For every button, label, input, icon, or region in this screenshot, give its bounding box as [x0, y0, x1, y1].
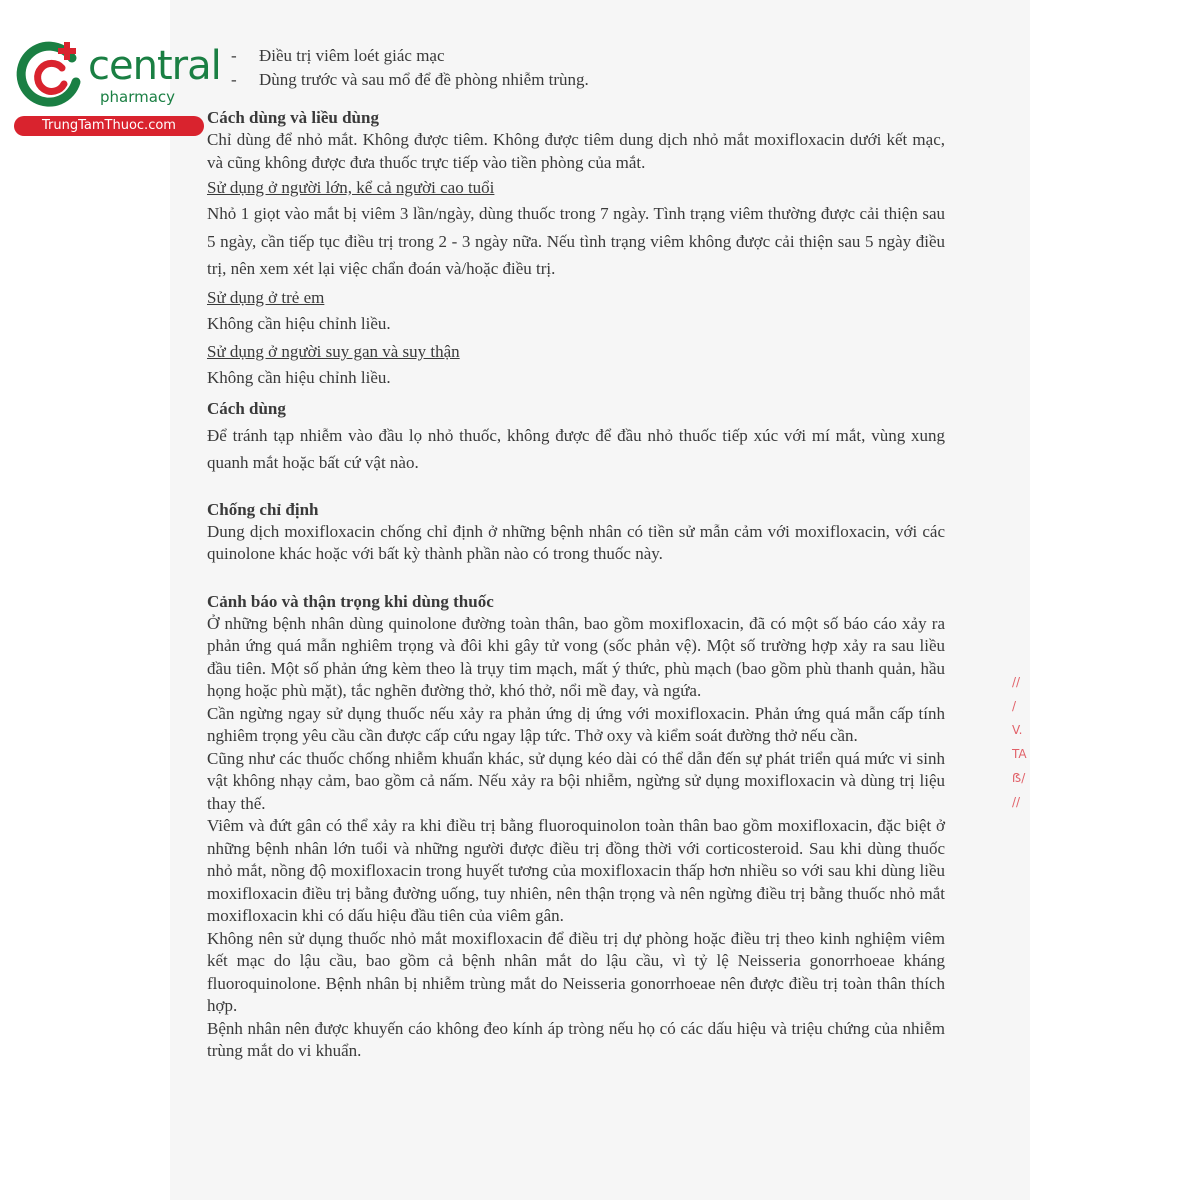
warning-paragraph: Ở những bệnh nhân dùng quinolone đường toàn thân, bao gồm moxifloxacin, đã có một số báo cáo xảy ra phản ứng quá mẫn nghiêm trọng và đôi khi gây tử vong (sốc phản vệ). Một số trường hợp xảy ra sau liều đầu tiên. Một số phản ứng kèm theo là trụy tim mạch, mất ý thức, phù mạch (bao gồm phù thanh quản, hầu họng hoặc phù mặt), tắc nghẽn đường thở, khó thở, nổi mề đay, và ngứa. — [207, 613, 945, 700]
logo-sub-text: pharmacy — [100, 88, 176, 106]
warning-paragraph: Bệnh nhân nên được khuyến cáo không đeo kính áp tròng nếu họ có các dấu hiệu và triệu chứng của nhiễm trùng mắt do vi khuẩn. — [207, 1018, 945, 1060]
children-text: Không cần hiệu chỉnh liều. — [207, 313, 391, 333]
dosage-intro: Chỉ dùng để nhỏ mắt. Không được tiêm. Không được tiêm dung dịch nhỏ mắt moxifloxacin dưới kết mạc, và cũng không được đưa thuốc trực tiếp vào tiền phòng của mắt. — [207, 130, 945, 172]
adults-subheading: Sử dụng ở người lớn, kể cả người cao tuổi — [207, 178, 495, 197]
warning-paragraph: Viêm và đứt gân có thể xảy ra khi điều trị bằng fluoroquinolon toàn thân bao gồm moxifloxacin, đặc biệt ở những bệnh nhân lớn tuổi và những người được điều trị đồng thời với corticosteroid. Sau khi dùng thuốc nhỏ mắt, nồng độ moxifloxacin trong huyết tương của moxifloxacin thấp hơn nhiều so với sau khi dùng liều moxifloxacin điều trị bằng đường uống, tuy nhiên, nên thận trọng và nên ngừng điều trị bằng thuốc nhỏ mắt moxifloxacin khi có dấu hiệu đầu tiên của viêm gân. — [207, 816, 945, 925]
stamp-mark: // — [1012, 795, 1021, 809]
stamp-mark: V. — [1012, 723, 1023, 737]
usage-text: Để tránh tạp nhiễm vào đầu lọ nhỏ thuốc, không được để đầu nhỏ thuốc tiếp xúc với mí mắt, vùng xung quanh mắt hoặc bất cứ vật nào. — [207, 425, 945, 472]
stamp-mark: TA — [1012, 747, 1027, 761]
adults-text: Nhỏ 1 giọt vào mắt bị viêm 3 lần/ngày, dùng thuốc trong 7 ngày. Tình trạng viêm thường được cải thiện sau 5 ngày, cần tiếp tục điều trị trong 2 - 3 ngày nữa. Nếu tình trạng viêm không được cải thiện sau 5 ngày điều trị, nên xem xét lại việc chẩn đoán và/hoặc điều trị. — [207, 204, 945, 278]
warning-paragraph: Không nên sử dụng thuốc nhỏ mắt moxifloxacin để điều trị dự phòng hoặc điều trị theo kinh nghiệm viêm kết mạc do lậu cầu, bao gồm cả bệnh nhân mắt do lậu cầu, vì tỷ lệ Neisseria gonorrhoeae kháng fluoroquinolone. Bệnh nhân bị nhiễm trùng mắt do Neisseria gonorrhoeae nên được điều trị toàn thân thích hợp. — [207, 928, 945, 1015]
bullet-item: - Điều trị viêm loét giác mạc — [231, 44, 945, 68]
warning-paragraph: Cũng như các thuốc chống nhiễm khuẩn khác, sử dụng kéo dài có thể dẫn đến sự phát triển quá mức vi sinh vật không nhạy cảm, bao gồm cả nấm. Nếu xảy ra bội nhiễm, ngừng sử dụng moxifloxacin và dùng trị liệu thay thế. — [207, 748, 945, 813]
dosage-heading: Cách dùng và liều dùng — [207, 108, 379, 127]
stamp-mark: / — [1012, 699, 1017, 713]
warnings-heading: Cảnh báo và thận trọng khi dùng thuốc — [207, 591, 494, 611]
logo-brand-text: central — [88, 43, 221, 89]
bullet-item: - Dùng trước và sau mổ để đề phòng nhiễm trùng. — [231, 68, 945, 92]
renal-subheading: Sử dụng ở người suy gan và suy thận — [207, 342, 460, 361]
warning-paragraph: Cần ngừng ngay sử dụng thuốc nếu xảy ra phản ứng dị ứng với moxifloxacin. Phản ứng quá mẫn cấp tính nghiêm trọng yêu cầu cần được cấp cứu ngay lập tức. Thở oxy và kiểm soát đường thở nếu cần. — [207, 703, 945, 745]
contraindication-text: Dung dịch moxifloxacin chống chỉ định ở những bệnh nhân có tiền sử mẫn cảm với moxifloxacin, với các quinolone khác hoặc với bất kỳ thành phần nào có trong thuốc này. — [207, 521, 945, 563]
logo-url-badge: TrungTamThuoc.com — [14, 116, 204, 136]
stamp-mark: ẞ/ — [1012, 771, 1026, 785]
central-pharmacy-logo — [8, 34, 221, 134]
document-body — [207, 44, 945, 1063]
children-subheading: Sử dụng ở trẻ em — [207, 287, 325, 307]
usage-heading: Cách dùng — [207, 398, 286, 418]
intro-bullet-list — [231, 44, 945, 92]
central-logo-mark-icon — [12, 38, 88, 114]
red-stamp-edge — [1012, 670, 1032, 814]
renal-text: Không cần hiệu chỉnh liều. — [207, 368, 391, 387]
stamp-mark: // — [1012, 675, 1021, 689]
contraindication-heading: Chống chỉ định — [207, 499, 319, 519]
